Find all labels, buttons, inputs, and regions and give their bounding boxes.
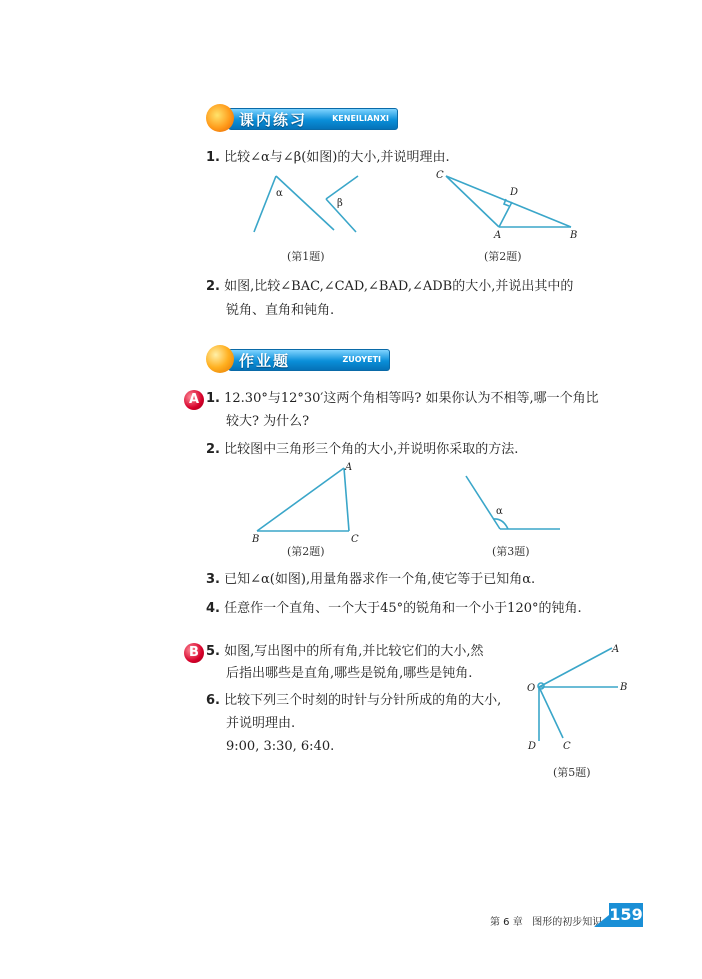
label-d: D [510,187,519,198]
home-exercise-6 [206,689,501,712]
rays-figure [538,648,618,741]
exercise-text: 已知∠α(如图),用量角器求作一个角,使它等于已知角α. [224,572,536,587]
page-number: 159 [609,903,643,927]
home-exercise-6-line3: 9:00, 3:30, 6:40. [226,739,335,754]
chapter-title: 图形的初步知识 [532,917,603,928]
beta-label: β [337,198,343,209]
label-b3: B [620,682,628,693]
footer-chapter [490,913,602,928]
triangle-abc-figure [257,468,349,531]
alpha-label-2: α [496,506,503,517]
exercise-text: 比较∠α与∠β(如图)的大小,并说明理由. [224,150,450,165]
caption-class-2: (第2题) [484,250,522,263]
exercise-number: 4. [206,601,220,616]
banner-title: 课内练习 [239,111,308,129]
home-exercise-1-line2: 较大? 为什么? [226,414,310,429]
label-c: C [436,170,444,181]
alpha-label: α [276,188,283,199]
level-b-badge: B [184,643,204,663]
home-exercise-1 [206,387,599,410]
exercise-number: 2. [206,279,220,294]
label-b: B [570,230,578,241]
banner-bar [228,349,390,371]
triangle-cdab-figure [446,176,571,227]
exercise-number: 3. [206,572,220,587]
exercise-number: 6. [206,693,220,708]
exercise-text-line1: 如图,比较∠BAC,∠CAD,∠BAD,∠ADB的大小,并说出其中的 [224,279,574,294]
home-exercise-3 [206,568,535,591]
caption-home-2: (第2题) [287,545,325,558]
angle-alpha-figure-2 [466,476,560,529]
exercise-text: 任意作一个直角、一个大于45°的锐角和一个小于120°的钝角. [224,601,582,616]
caption-class-1: (第1题) [287,250,325,263]
caption-home-5: (第5题) [553,766,591,779]
label-c3: C [563,741,571,752]
caption-home-3: (第3题) [492,545,530,558]
home-exercise-6-line2: 并说明理由. [226,716,296,731]
level-a-badge: A [184,390,204,410]
chapter-number: 第 6 章 [490,917,523,928]
label-d3: D [528,741,537,752]
home-exercise-5 [206,640,484,663]
exercise-number: 2. [206,442,220,457]
exercise-number: 1. [206,150,220,165]
orange-ball-icon [206,345,234,373]
exercise-text: 比较图中三角形三个角的大小,并说明你采取的方法. [224,442,519,457]
page-tab-corner [594,915,609,927]
exercise-text-line1: 比较下列三个时刻的时针与分针所成的角的大小, [224,693,502,708]
exercise-text-line1: 12.30°与12°30′这两个角相等吗? 如果你认为不相等,哪一个角比 [224,391,599,406]
home-exercise-4 [206,597,582,620]
label-a3: A [612,644,620,655]
homework-banner [206,348,398,370]
class-exercise-2-line2: 锐角、直角和钝角. [226,303,335,318]
banner-title: 作业题 [239,352,291,370]
label-o: O [527,683,536,694]
exercise-number: 5. [206,644,220,659]
banner-subtitle: ZUOYETI [342,355,381,364]
label-a: A [494,230,502,241]
home-exercise-5-line2: 后指出哪些是直角,哪些是锐角,哪些是钝角. [226,666,473,681]
label-c2: C [351,534,359,545]
label-b2: B [252,534,260,545]
banner-subtitle: KENEILIANXI [332,114,389,123]
exercise-number: 1. [206,391,220,406]
exercise-text-line1: 如图,写出图中的所有角,并比较它们的大小,然 [224,644,484,659]
class-exercise-2 [206,275,573,298]
label-a2: A [345,462,353,473]
home-exercise-2 [206,438,518,461]
